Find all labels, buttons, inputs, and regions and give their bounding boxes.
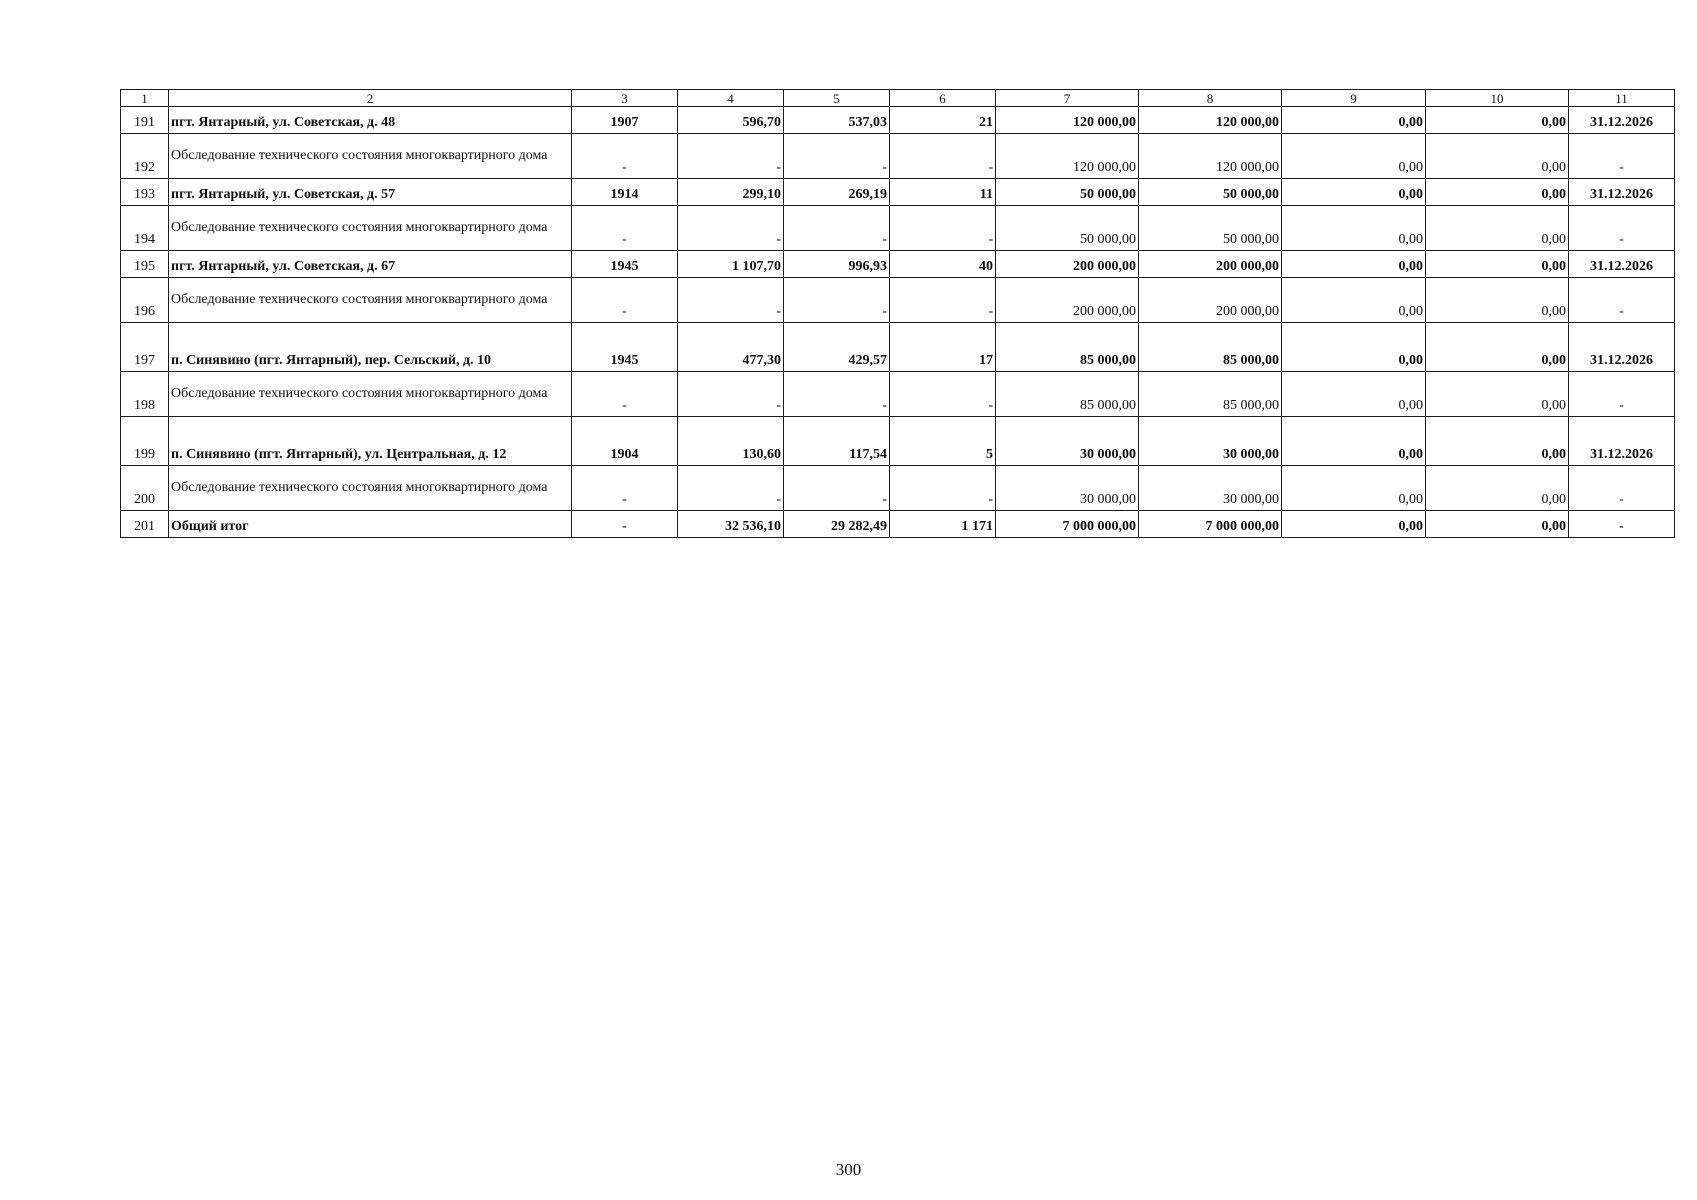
address-or-work-cell: Обследование технического состояния многоквартирного дома bbox=[169, 466, 572, 511]
living-area-cell: 429,57 bbox=[784, 323, 890, 372]
fund-cost-cell: 30 000,00 bbox=[1139, 417, 1282, 466]
column-number: 8 bbox=[1139, 90, 1282, 107]
budget-cost-cell: 0,00 bbox=[1282, 511, 1426, 538]
row-number-cell: 197 bbox=[121, 323, 169, 372]
row-number-cell: 195 bbox=[121, 251, 169, 278]
deadline-cell: - bbox=[1569, 134, 1675, 179]
year-built-cell: 1904 bbox=[572, 417, 678, 466]
deadline-cell: - bbox=[1569, 372, 1675, 417]
owner-cost-cell: 0,00 bbox=[1426, 251, 1569, 278]
owner-cost-cell: 0,00 bbox=[1426, 372, 1569, 417]
total-area-cell: 130,60 bbox=[678, 417, 784, 466]
fund-cost-cell: 7 000 000,00 bbox=[1139, 511, 1282, 538]
residents-cell: 40 bbox=[890, 251, 996, 278]
fund-cost-cell: 200 000,00 bbox=[1139, 251, 1282, 278]
budget-cost-cell: 0,00 bbox=[1282, 323, 1426, 372]
deadline-cell: - bbox=[1569, 466, 1675, 511]
address-or-work-cell: п. Синявино (пгт. Янтарный), ул. Центральная, д. 12 bbox=[169, 417, 572, 466]
fund-cost-cell: 200 000,00 bbox=[1139, 278, 1282, 323]
owner-cost-cell: 0,00 bbox=[1426, 323, 1569, 372]
column-number: 9 bbox=[1282, 90, 1426, 107]
deadline-cell: - bbox=[1569, 206, 1675, 251]
budget-cost-cell: 0,00 bbox=[1282, 134, 1426, 179]
budget-cost-cell: 0,00 bbox=[1282, 372, 1426, 417]
table-row bbox=[121, 372, 1675, 417]
year-built-cell: - bbox=[572, 134, 678, 179]
total-cost-cell: 200 000,00 bbox=[996, 251, 1139, 278]
table-body bbox=[121, 90, 1675, 538]
table-row bbox=[121, 134, 1675, 179]
column-number: 4 bbox=[678, 90, 784, 107]
owner-cost-cell: 0,00 bbox=[1426, 278, 1569, 323]
column-number: 11 bbox=[1569, 90, 1675, 107]
residents-cell: - bbox=[890, 466, 996, 511]
address-or-work-cell: Обследование технического состояния многоквартирного дома bbox=[169, 134, 572, 179]
budget-cost-cell: 0,00 bbox=[1282, 278, 1426, 323]
owner-cost-cell: 0,00 bbox=[1426, 134, 1569, 179]
address-or-work-cell: Общий итог bbox=[169, 511, 572, 538]
column-number: 2 bbox=[169, 90, 572, 107]
address-or-work-cell: Обследование технического состояния многоквартирного дома bbox=[169, 372, 572, 417]
residents-cell: - bbox=[890, 372, 996, 417]
total-area-cell: - bbox=[678, 206, 784, 251]
row-number-cell: 191 bbox=[121, 107, 169, 134]
row-number-cell: 198 bbox=[121, 372, 169, 417]
budget-cost-cell: 0,00 bbox=[1282, 417, 1426, 466]
year-built-cell: - bbox=[572, 206, 678, 251]
column-number: 6 bbox=[890, 90, 996, 107]
year-built-cell: - bbox=[572, 511, 678, 538]
fund-cost-cell: 30 000,00 bbox=[1139, 466, 1282, 511]
year-built-cell: 1907 bbox=[572, 107, 678, 134]
address-or-work-cell: пгт. Янтарный, ул. Советская, д. 67 bbox=[169, 251, 572, 278]
row-number-cell: 192 bbox=[121, 134, 169, 179]
fund-cost-cell: 50 000,00 bbox=[1139, 179, 1282, 206]
fund-cost-cell: 85 000,00 bbox=[1139, 372, 1282, 417]
owner-cost-cell: 0,00 bbox=[1426, 179, 1569, 206]
deadline-cell: 31.12.2026 bbox=[1569, 323, 1675, 372]
total-cost-cell: 120 000,00 bbox=[996, 134, 1139, 179]
fund-cost-cell: 85 000,00 bbox=[1139, 323, 1282, 372]
year-built-cell: 1945 bbox=[572, 323, 678, 372]
living-area-cell: - bbox=[784, 372, 890, 417]
total-area-cell: 477,30 bbox=[678, 323, 784, 372]
address-or-work-cell: Обследование технического состояния многоквартирного дома bbox=[169, 278, 572, 323]
column-number: 10 bbox=[1426, 90, 1569, 107]
deadline-cell: - bbox=[1569, 278, 1675, 323]
year-built-cell: 1914 bbox=[572, 179, 678, 206]
budget-cost-cell: 0,00 bbox=[1282, 251, 1426, 278]
total-cost-cell: 30 000,00 bbox=[996, 417, 1139, 466]
budget-cost-cell: 0,00 bbox=[1282, 107, 1426, 134]
deadline-cell: 31.12.2026 bbox=[1569, 179, 1675, 206]
page-number: 300 bbox=[835, 1160, 862, 1179]
deadline-cell: 31.12.2026 bbox=[1569, 251, 1675, 278]
residents-cell: 5 bbox=[890, 417, 996, 466]
total-area-cell: - bbox=[678, 278, 784, 323]
row-number-cell: 199 bbox=[121, 417, 169, 466]
living-area-cell: 537,03 bbox=[784, 107, 890, 134]
living-area-cell: - bbox=[784, 134, 890, 179]
year-built-cell: - bbox=[572, 278, 678, 323]
fund-cost-cell: 50 000,00 bbox=[1139, 206, 1282, 251]
living-area-cell: 269,19 bbox=[784, 179, 890, 206]
owner-cost-cell: 0,00 bbox=[1426, 107, 1569, 134]
total-cost-cell: 85 000,00 bbox=[996, 372, 1139, 417]
table-row bbox=[121, 206, 1675, 251]
total-area-cell: 1 107,70 bbox=[678, 251, 784, 278]
residents-cell: - bbox=[890, 206, 996, 251]
total-cost-cell: 50 000,00 bbox=[996, 179, 1139, 206]
column-number: 7 bbox=[996, 90, 1139, 107]
owner-cost-cell: 0,00 bbox=[1426, 206, 1569, 251]
row-number-cell: 193 bbox=[121, 179, 169, 206]
total-cost-cell: 200 000,00 bbox=[996, 278, 1139, 323]
total-area-cell: 299,10 bbox=[678, 179, 784, 206]
owner-cost-cell: 0,00 bbox=[1426, 417, 1569, 466]
total-cost-cell: 120 000,00 bbox=[996, 107, 1139, 134]
total-area-cell: - bbox=[678, 134, 784, 179]
owner-cost-cell: 0,00 bbox=[1426, 511, 1569, 538]
year-built-cell: - bbox=[572, 372, 678, 417]
table-row bbox=[121, 107, 1675, 134]
year-built-cell: - bbox=[572, 466, 678, 511]
register-table bbox=[120, 89, 1675, 538]
budget-cost-cell: 0,00 bbox=[1282, 179, 1426, 206]
total-area-cell: 596,70 bbox=[678, 107, 784, 134]
address-or-work-cell: Обследование технического состояния многоквартирного дома bbox=[169, 206, 572, 251]
table-row bbox=[121, 179, 1675, 206]
residents-cell: - bbox=[890, 134, 996, 179]
residents-cell: - bbox=[890, 278, 996, 323]
column-number: 3 bbox=[572, 90, 678, 107]
table-row bbox=[121, 323, 1675, 372]
row-number-cell: 196 bbox=[121, 278, 169, 323]
address-or-work-cell: п. Синявино (пгт. Янтарный), пер. Сельский, д. 10 bbox=[169, 323, 572, 372]
total-area-cell: 32 536,10 bbox=[678, 511, 784, 538]
column-number: 5 bbox=[784, 90, 890, 107]
living-area-cell: - bbox=[784, 466, 890, 511]
owner-cost-cell: 0,00 bbox=[1426, 466, 1569, 511]
deadline-cell: 31.12.2026 bbox=[1569, 107, 1675, 134]
deadline-cell: - bbox=[1569, 511, 1675, 538]
total-cost-cell: 85 000,00 bbox=[996, 323, 1139, 372]
table-row bbox=[121, 466, 1675, 511]
living-area-cell: - bbox=[784, 206, 890, 251]
fund-cost-cell: 120 000,00 bbox=[1139, 134, 1282, 179]
table-row bbox=[121, 511, 1675, 538]
fund-cost-cell: 120 000,00 bbox=[1139, 107, 1282, 134]
table-row bbox=[121, 251, 1675, 278]
residents-cell: 17 bbox=[890, 323, 996, 372]
deadline-cell: 31.12.2026 bbox=[1569, 417, 1675, 466]
living-area-cell: 996,93 bbox=[784, 251, 890, 278]
budget-cost-cell: 0,00 bbox=[1282, 206, 1426, 251]
row-number-cell: 201 bbox=[121, 511, 169, 538]
total-cost-cell: 30 000,00 bbox=[996, 466, 1139, 511]
address-or-work-cell: пгт. Янтарный, ул. Советская, д. 48 bbox=[169, 107, 572, 134]
total-cost-cell: 50 000,00 bbox=[996, 206, 1139, 251]
residents-cell: 21 bbox=[890, 107, 996, 134]
total-area-cell: - bbox=[678, 372, 784, 417]
column-number-row bbox=[121, 90, 1675, 107]
total-area-cell: - bbox=[678, 466, 784, 511]
row-number-cell: 194 bbox=[121, 206, 169, 251]
total-cost-cell: 7 000 000,00 bbox=[996, 511, 1139, 538]
year-built-cell: 1945 bbox=[572, 251, 678, 278]
residents-cell: 11 bbox=[890, 179, 996, 206]
column-number: 1 bbox=[121, 90, 169, 107]
living-area-cell: 117,54 bbox=[784, 417, 890, 466]
register-table-container bbox=[120, 89, 1675, 538]
table-row bbox=[121, 417, 1675, 466]
budget-cost-cell: 0,00 bbox=[1282, 466, 1426, 511]
address-or-work-cell: пгт. Янтарный, ул. Советская, д. 57 bbox=[169, 179, 572, 206]
living-area-cell: - bbox=[784, 278, 890, 323]
row-number-cell: 200 bbox=[121, 466, 169, 511]
residents-cell: 1 171 bbox=[890, 511, 996, 538]
table-row bbox=[121, 278, 1675, 323]
living-area-cell: 29 282,49 bbox=[784, 511, 890, 538]
